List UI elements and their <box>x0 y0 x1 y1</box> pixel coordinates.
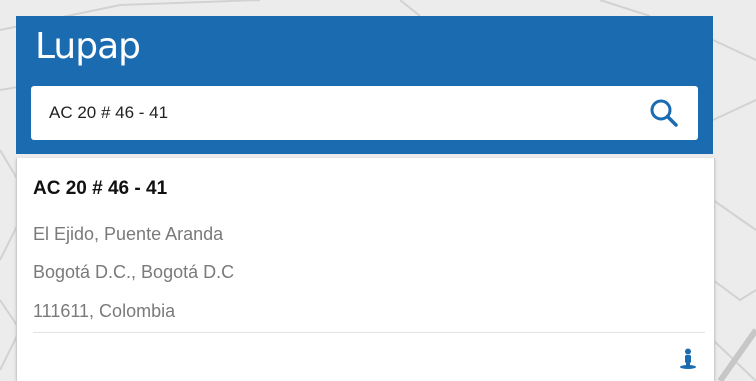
result-city: Bogotá D.C., Bogotá D.C <box>33 262 235 282</box>
result-postal-country: 111611, Colombia <box>33 301 176 321</box>
search-button[interactable] <box>648 97 680 129</box>
street-view-person-icon[interactable] <box>679 348 697 370</box>
logo-text: Lupap <box>35 25 141 67</box>
result-card[interactable] <box>16 158 715 381</box>
search-input[interactable] <box>49 86 609 140</box>
search-icon <box>648 97 680 129</box>
result-divider <box>33 332 705 333</box>
search-panel-header <box>16 16 713 154</box>
result-neighborhood: El Ejido, Puente Aranda <box>33 224 224 244</box>
result-address-title: AC 20 # 46 - 41 <box>33 178 168 199</box>
lupap-logo[interactable] <box>35 22 140 70</box>
search-box <box>31 86 698 140</box>
